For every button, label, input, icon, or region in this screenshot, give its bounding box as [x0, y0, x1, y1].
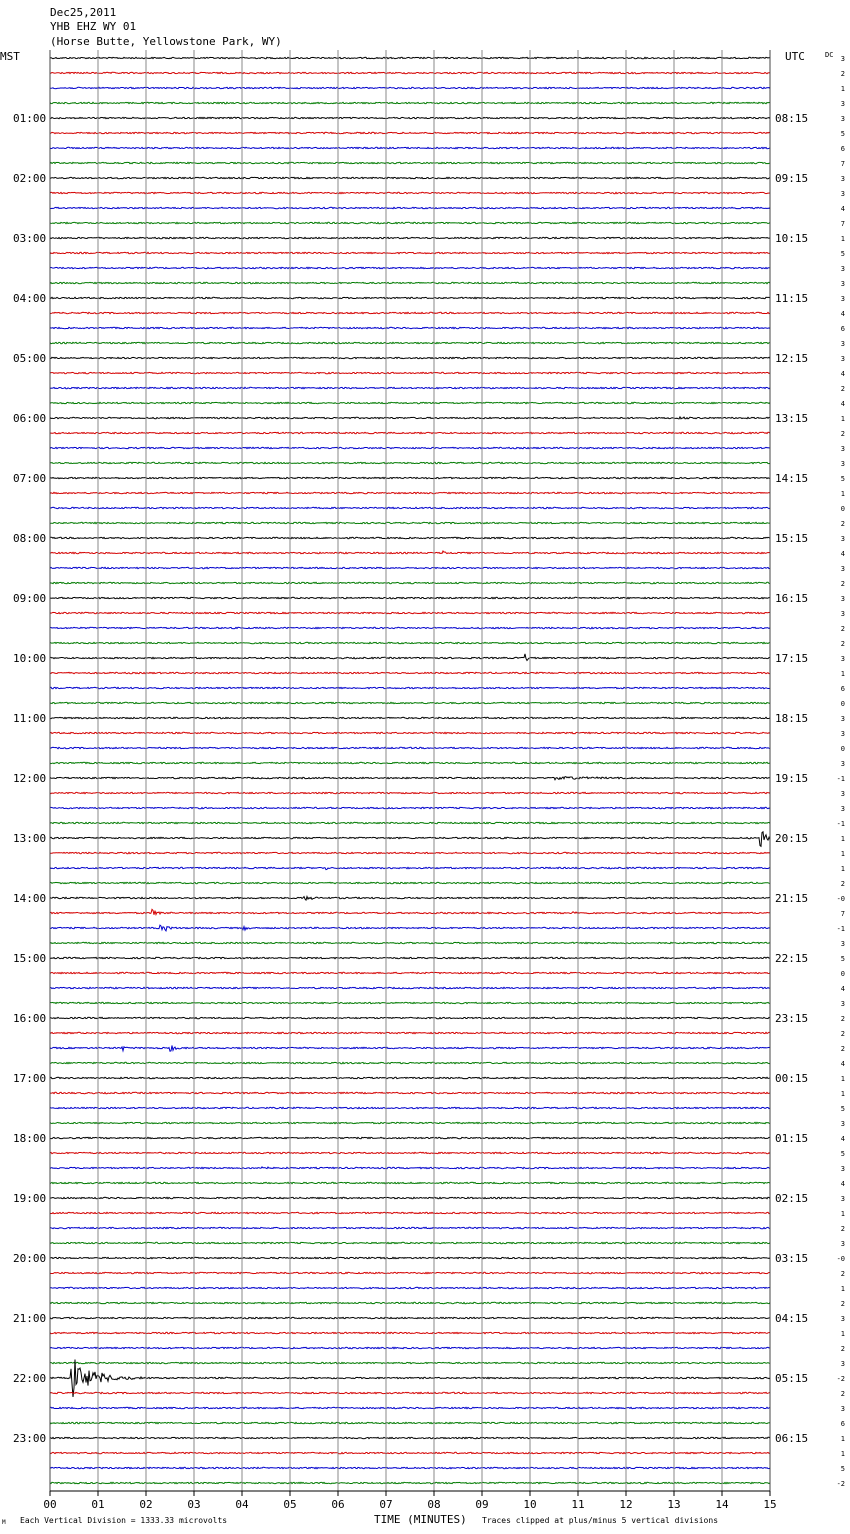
right-hour-label: 20:15 [775, 832, 809, 845]
x-axis-label: TIME (MINUTES) [374, 1513, 467, 1526]
trace-line-51 [50, 822, 770, 823]
corner-mark: M [2, 1519, 6, 1526]
trace-line-52 [50, 832, 770, 847]
trace-line-74 [50, 1167, 770, 1169]
dc-offset-label: -2 [836, 1375, 845, 1383]
x-tick-label: 07 [379, 1498, 393, 1511]
dc-offset-label: 1 [840, 1450, 845, 1458]
dc-offset-label: 0 [840, 970, 845, 978]
trace-line-20 [50, 357, 770, 358]
dc-offset-label: 0 [840, 745, 845, 753]
trace-line-9 [50, 192, 770, 193]
right-hour-label: 18:15 [775, 712, 809, 725]
right-hour-label: 23:15 [775, 1012, 809, 1025]
left-hour-label: 06:00 [13, 412, 47, 425]
dc-offset-label: 2 [840, 520, 845, 528]
dc-offset-label: 2 [840, 880, 845, 888]
trace-line-91 [50, 1422, 770, 1423]
left-hour-label: 02:00 [13, 172, 47, 185]
trace-line-38 [50, 627, 770, 628]
right-hour-label: 04:15 [775, 1312, 809, 1325]
trace-line-69 [50, 1092, 770, 1093]
trace-line-93 [50, 1452, 770, 1453]
dc-offset-label: 3 [840, 1120, 845, 1128]
trace-line-21 [50, 372, 770, 373]
dc-offset-label: 5 [840, 130, 845, 138]
trace-line-43 [50, 702, 770, 703]
trace-line-16 [50, 297, 770, 298]
trace-line-65 [50, 1032, 770, 1033]
trace-line-53 [50, 852, 770, 853]
trace-line-86 [50, 1347, 770, 1348]
right-hour-label: 05:15 [775, 1372, 809, 1385]
dc-offset-label: 7 [840, 910, 845, 918]
right-hour-label: 15:15 [775, 532, 809, 545]
dc-offset-label: 4 [840, 985, 845, 993]
trace-line-82 [50, 1287, 770, 1288]
dc-offset-label: 4 [840, 1135, 845, 1143]
trace-line-50 [50, 807, 770, 808]
left-hour-label: 16:00 [13, 1012, 47, 1025]
trace-line-59 [50, 942, 770, 943]
dc-offset-label: 3 [840, 1000, 845, 1008]
dc-offset-labels [837, 55, 845, 1488]
trace-line-31 [50, 522, 770, 523]
trace-line-23 [50, 402, 770, 403]
dc-offset-label: 2 [840, 1390, 845, 1398]
minute-grid [50, 50, 770, 1491]
right-hour-label: 10:15 [775, 232, 809, 245]
dc-offset-label: 3 [840, 1195, 845, 1203]
trace-line-60 [50, 957, 770, 958]
trace-line-67 [50, 1062, 770, 1063]
x-tick-label: 11 [571, 1498, 585, 1511]
trace-line-61 [50, 972, 770, 973]
left-hour-label: 05:00 [13, 352, 47, 365]
dc-offset-label: 4 [840, 310, 845, 318]
dc-offset-label: 3 [840, 355, 845, 363]
left-hour-label: 22:00 [13, 1372, 47, 1385]
trace-line-68 [50, 1077, 770, 1078]
trace-line-33 [50, 551, 770, 554]
x-tick-label: 00 [43, 1498, 57, 1511]
trace-line-8 [50, 177, 770, 178]
dc-offset-label: 6 [840, 685, 845, 693]
dc-offset-label: 1 [840, 1090, 845, 1098]
trace-line-32 [50, 537, 770, 538]
trace-line-36 [50, 597, 770, 598]
trace-line-15 [50, 282, 770, 283]
x-tick-label: 02 [139, 1498, 153, 1511]
dc-offset-label: 2 [840, 1225, 845, 1233]
trace-line-63 [50, 1002, 770, 1003]
left-hour-label: 13:00 [13, 832, 47, 845]
trace-line-42 [50, 687, 770, 688]
dc-offset-label: 3 [840, 595, 845, 603]
trace-line-83 [50, 1302, 770, 1303]
trace-line-0 [50, 57, 770, 58]
trace-line-75 [50, 1182, 770, 1183]
left-hour-label: 08:00 [13, 532, 47, 545]
right-hour-label: 02:15 [775, 1192, 809, 1205]
trace-line-79 [50, 1242, 770, 1243]
trace-line-6 [50, 147, 770, 148]
trace-line-62 [50, 987, 770, 988]
header-location: (Horse Butte, Yellowstone Park, WY) [50, 35, 282, 48]
dc-offset-label: 3 [840, 1315, 845, 1323]
right-hour-label: 08:15 [775, 112, 809, 125]
dc-offset-label: 3 [840, 175, 845, 183]
trace-line-54 [50, 867, 770, 869]
trace-line-30 [50, 507, 770, 508]
dc-offset-label: 5 [840, 1465, 845, 1473]
right-timezone-label: UTC [785, 50, 805, 63]
dc-offset-label: 3 [840, 730, 845, 738]
dc-offset-label: 3 [840, 190, 845, 198]
trace-line-64 [50, 1017, 770, 1018]
trace-line-5 [50, 132, 770, 133]
trace-line-66 [50, 1046, 770, 1052]
left-hour-label: 19:00 [13, 1192, 47, 1205]
dc-offset-label: 1 [840, 1435, 845, 1443]
trace-line-40 [50, 654, 770, 661]
dc-offset-label: 2 [840, 640, 845, 648]
dc-offset-label: -1 [836, 925, 845, 933]
dc-offset-label: 1 [840, 1075, 845, 1083]
dc-offset-label: 3 [840, 655, 845, 663]
dc-offset-label: 1 [840, 865, 845, 873]
dc-offset-label: 3 [840, 460, 845, 468]
dc-offset-label: 3 [840, 565, 845, 573]
trace-line-35 [50, 582, 770, 583]
trace-line-58 [50, 925, 770, 931]
dc-offset-label: -1 [836, 820, 845, 828]
x-tick-label: 05 [283, 1498, 297, 1511]
dc-offset-label: 4 [840, 1060, 845, 1068]
left-hour-label: 04:00 [13, 292, 47, 305]
dc-offset-label: 5 [840, 475, 845, 483]
left-hour-label: 10:00 [13, 652, 47, 665]
trace-line-80 [50, 1257, 770, 1258]
dc-offset-label: 2 [840, 385, 845, 393]
dc-offset-label: 2 [840, 1045, 845, 1053]
left-hour-label: 11:00 [13, 712, 47, 725]
trace-line-17 [50, 312, 770, 313]
dc-offset-label: 3 [840, 760, 845, 768]
dc-offset-label: 3 [840, 1360, 845, 1368]
x-tick-label: 09 [475, 1498, 489, 1511]
x-tick-label: 03 [187, 1498, 201, 1511]
left-hour-label: 23:00 [13, 1432, 47, 1445]
dc-offset-label: 1 [840, 835, 845, 843]
right-hour-label: 13:15 [775, 412, 809, 425]
dc-offset-label: 2 [840, 1015, 845, 1023]
dc-offset-label: -0 [836, 1255, 845, 1263]
header-date: Dec25,2011 [50, 6, 117, 19]
left-timezone-label: MST [0, 50, 20, 63]
dc-offset-label: 5 [840, 955, 845, 963]
x-tick-label: 01 [91, 1498, 105, 1511]
left-hour-label: 21:00 [13, 1312, 47, 1325]
left-hour-label: 18:00 [13, 1132, 47, 1145]
dc-offset-label: 5 [840, 250, 845, 258]
right-hour-labels [775, 112, 808, 1445]
trace-line-84 [50, 1317, 770, 1318]
right-hour-label: 14:15 [775, 472, 809, 485]
dc-offset-label: 3 [840, 715, 845, 723]
left-hour-label: 14:00 [13, 892, 47, 905]
trace-line-46 [50, 747, 770, 748]
dc-offset-label: 1 [840, 1285, 845, 1293]
trace-line-78 [50, 1227, 770, 1228]
right-hour-label: 09:15 [775, 172, 809, 185]
dc-label: DC [825, 51, 834, 59]
trace-line-92 [50, 1437, 770, 1438]
dc-offset-label: 3 [840, 100, 845, 108]
left-hour-labels [13, 112, 46, 1445]
dc-offset-label: 6 [840, 1420, 845, 1428]
dc-offset-label: 1 [840, 235, 845, 243]
right-hour-label: 01:15 [775, 1132, 809, 1145]
left-hour-label: 01:00 [13, 112, 47, 125]
right-hour-label: 06:15 [775, 1432, 809, 1445]
clip-note: Traces clipped at plus/minus 5 vertical divisions [482, 1516, 719, 1525]
dc-offset-label: 2 [840, 430, 845, 438]
dc-offset-label: 3 [840, 610, 845, 618]
trace-line-94 [50, 1467, 770, 1468]
x-tick-label: 13 [667, 1498, 681, 1511]
trace-line-76 [50, 1197, 770, 1198]
dc-offset-label: 3 [840, 115, 845, 123]
trace-line-73 [50, 1152, 770, 1153]
trace-line-41 [50, 672, 770, 673]
dc-offset-label: -2 [836, 1480, 845, 1488]
right-hour-label: 12:15 [775, 352, 809, 365]
trace-line-49 [50, 792, 770, 793]
dc-offset-label: 4 [840, 205, 845, 213]
trace-line-56 [50, 897, 770, 901]
trace-line-12 [50, 237, 770, 238]
dc-offset-label: 0 [840, 505, 845, 513]
dc-offset-label: 4 [840, 550, 845, 558]
trace-line-13 [50, 252, 770, 253]
dc-offset-label: 1 [840, 670, 845, 678]
dc-offset-label: 1 [840, 490, 845, 498]
trace-line-11 [50, 222, 770, 223]
x-tick-label: 12 [619, 1498, 633, 1511]
trace-line-26 [50, 447, 770, 448]
right-hour-label: 19:15 [775, 772, 809, 785]
trace-line-7 [50, 162, 770, 163]
trace-line-19 [50, 342, 770, 343]
trace-line-18 [50, 327, 770, 328]
dc-offset-label: 0 [840, 700, 845, 708]
x-tick-label: 10 [523, 1498, 537, 1511]
trace-line-1 [50, 72, 770, 73]
right-hour-label: 11:15 [775, 292, 809, 305]
dc-offset-label: 6 [840, 325, 845, 333]
dc-offset-label: 5 [840, 1150, 845, 1158]
dc-offset-label: 4 [840, 400, 845, 408]
dc-offset-label: 3 [840, 340, 845, 348]
trace-line-87 [50, 1362, 770, 1363]
dc-offset-label: 4 [840, 370, 845, 378]
x-tick-label: 15 [763, 1498, 777, 1511]
trace-line-90 [50, 1407, 770, 1408]
trace-line-39 [50, 642, 770, 643]
dc-offset-label: -1 [836, 775, 845, 783]
trace-line-22 [50, 387, 770, 388]
left-hour-label: 03:00 [13, 232, 47, 245]
dc-offset-label: 3 [840, 790, 845, 798]
left-hour-label: 09:00 [13, 592, 47, 605]
dc-offset-label: 2 [840, 1300, 845, 1308]
dc-offset-label: 2 [840, 70, 845, 78]
scale-note: Each Vertical Division = 1333.33 microvolts [20, 1516, 228, 1525]
dc-offset-label: 3 [840, 940, 845, 948]
dc-offset-label: 5 [840, 1105, 845, 1113]
dc-offset-label: 2 [840, 625, 845, 633]
trace-line-72 [50, 1137, 770, 1138]
trace-line-24 [50, 417, 770, 419]
dc-offset-label: 6 [840, 145, 845, 153]
dc-offset-label: 3 [840, 805, 845, 813]
trace-line-37 [50, 612, 770, 613]
dc-offset-label: 3 [840, 445, 845, 453]
trace-line-89 [50, 1392, 770, 1393]
dc-offset-label: 7 [840, 160, 845, 168]
trace-line-47 [50, 762, 770, 763]
trace-line-2 [50, 87, 770, 88]
left-hour-label: 07:00 [13, 472, 47, 485]
dc-offset-label: 1 [840, 415, 845, 423]
dc-offset-label: 1 [840, 1330, 845, 1338]
dc-offset-label: 3 [840, 1405, 845, 1413]
trace-line-77 [50, 1212, 770, 1213]
dc-offset-label: 3 [840, 1240, 845, 1248]
trace-line-85 [50, 1332, 770, 1333]
trace-line-45 [50, 732, 770, 733]
dc-offset-label: 3 [840, 535, 845, 543]
x-tick-label: 06 [331, 1498, 345, 1511]
dc-offset-label: 3 [840, 55, 845, 63]
dc-offset-label: 2 [840, 1345, 845, 1353]
right-hour-label: 22:15 [775, 952, 809, 965]
dc-offset-label: 1 [840, 1210, 845, 1218]
dc-offset-label: 2 [840, 580, 845, 588]
trace-line-34 [50, 567, 770, 568]
trace-line-4 [50, 117, 770, 118]
header-station: YHB EHZ WY 01 [50, 20, 137, 33]
trace-group [50, 57, 770, 1483]
dc-offset-label: -0 [836, 895, 845, 903]
dc-offset-label: 2 [840, 1030, 845, 1038]
x-tick-label: 04 [235, 1498, 249, 1511]
x-tick-label: 14 [715, 1498, 729, 1511]
left-hour-label: 20:00 [13, 1252, 47, 1265]
trace-line-81 [50, 1272, 770, 1273]
dc-offset-label: 3 [840, 265, 845, 273]
right-hour-label: 00:15 [775, 1072, 809, 1085]
trace-line-55 [50, 882, 770, 883]
trace-line-10 [50, 207, 770, 208]
x-tick-label: 08 [427, 1498, 441, 1511]
dc-offset-label: 3 [840, 295, 845, 303]
trace-line-29 [50, 492, 770, 494]
left-hour-label: 17:00 [13, 1072, 47, 1085]
trace-line-48 [50, 777, 770, 780]
dc-offset-label: 1 [840, 85, 845, 93]
left-hour-label: 12:00 [13, 772, 47, 785]
left-hour-label: 15:00 [13, 952, 47, 965]
trace-line-70 [50, 1107, 770, 1108]
x-axis-ticks [43, 1491, 776, 1511]
trace-line-14 [50, 267, 770, 268]
dc-offset-label: 3 [840, 1165, 845, 1173]
trace-line-57 [50, 909, 770, 914]
right-hour-label: 17:15 [775, 652, 809, 665]
trace-line-71 [50, 1122, 770, 1123]
right-hour-label: 03:15 [775, 1252, 809, 1265]
dc-offset-label: 2 [840, 1270, 845, 1278]
trace-line-3 [50, 102, 770, 103]
trace-line-44 [50, 717, 770, 718]
right-hour-label: 21:15 [775, 892, 809, 905]
dc-offset-label: 1 [840, 850, 845, 858]
right-hour-label: 16:15 [775, 592, 809, 605]
dc-offset-label: 3 [840, 280, 845, 288]
trace-line-88 [50, 1360, 770, 1398]
dc-offset-label: 4 [840, 1180, 845, 1188]
trace-line-27 [50, 462, 770, 463]
dc-offset-label: 7 [840, 220, 845, 228]
trace-line-28 [50, 477, 770, 478]
trace-line-25 [50, 432, 770, 433]
trace-line-95 [50, 1482, 770, 1483]
